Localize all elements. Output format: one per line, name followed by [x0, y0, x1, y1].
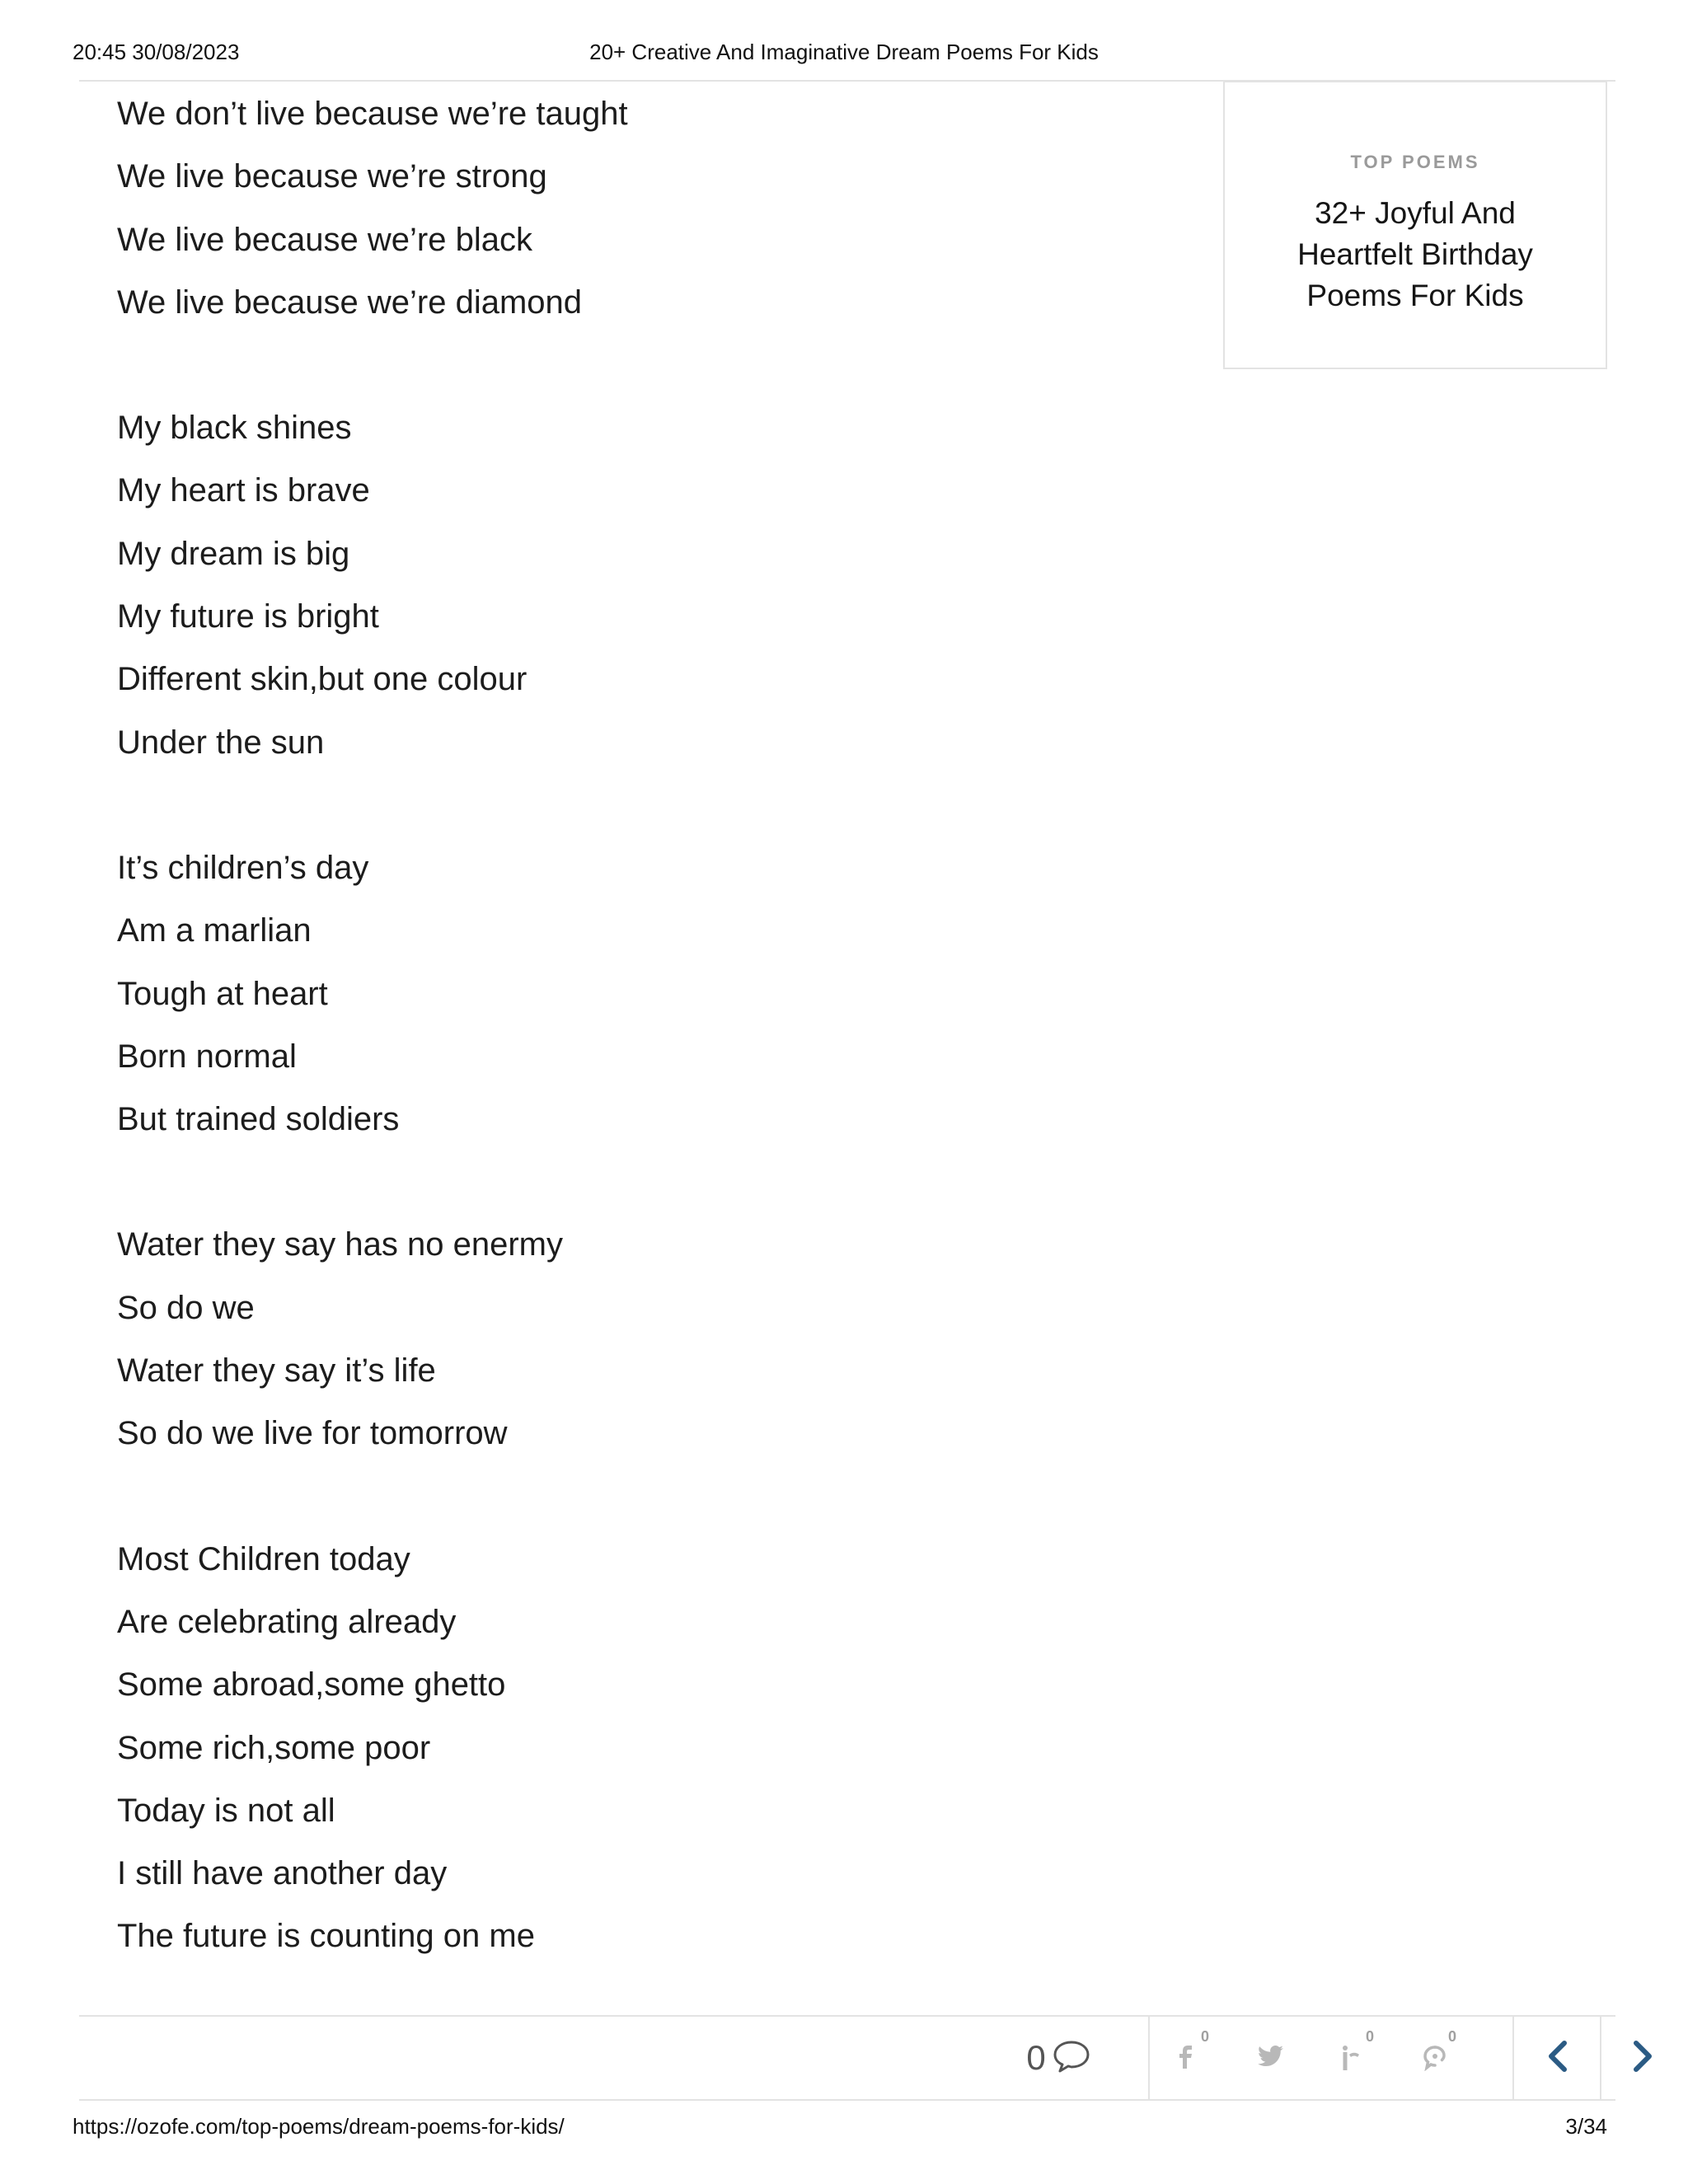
reddit-share-count: 0 [1448, 2028, 1457, 2045]
poem-line: Are celebrating already [117, 1603, 457, 1640]
poem-line: We don’t live because we’re taught [117, 96, 628, 132]
poem-line: Today is not all [117, 1792, 335, 1829]
poem-line: Tough at heart [117, 975, 328, 1012]
twitter-share-button[interactable] [1232, 2017, 1315, 2099]
print-timestamp: 20:45 30/08/2023 [73, 40, 240, 64]
poem-line: We live because we’re black [117, 221, 532, 258]
poem-line: Different skin,but one colour [117, 661, 528, 698]
poem-line: Some abroad,some ghetto [117, 1666, 506, 1704]
poem-line: We live because we’re diamond [117, 284, 583, 321]
poem-line: Water they say it’s life [117, 1352, 436, 1390]
share-buttons [1148, 2017, 1514, 2099]
poem-line: So do we [117, 1289, 255, 1326]
comment-icon [1053, 2039, 1090, 2078]
poem-line: Born normal [117, 1038, 297, 1075]
print-document-title: 20+ Creative And Imaginative Dream Poems For Kids [589, 40, 1099, 64]
poem-line: The future is counting on me [117, 1918, 535, 1955]
print-footer [73, 2114, 1607, 2142]
print-header [73, 40, 1615, 68]
facebook-share-count: 0 [1201, 2028, 1210, 2045]
next-page-button[interactable] [1601, 2017, 1685, 2099]
facebook-share-button[interactable] [1150, 2017, 1232, 2099]
top-poem-link[interactable]: 32+ Joyful And Heartfelt Birthday Poems For Kids [1297, 196, 1533, 312]
poem-stanza [117, 1528, 1189, 1968]
poem-line: My heart is brave [117, 472, 370, 509]
poem-line: We live because we’re strong [117, 158, 547, 195]
page-number: 3/34 [1565, 2114, 1607, 2139]
poem-line: But trained soldiers [117, 1101, 400, 1138]
poem-line: Under the sun [117, 724, 325, 761]
poem-stanza [117, 1213, 1189, 1465]
pinterest-share-button[interactable] [1315, 2017, 1397, 2099]
poem-line: My future is bright [117, 598, 379, 635]
poem-line: My dream is big [117, 535, 350, 572]
poem-stanza [117, 82, 1189, 334]
poem-line: I still have another day [117, 1855, 448, 1892]
poem-body [117, 82, 1189, 2031]
poem-stanza [117, 396, 1189, 774]
poem-line: So do we live for tomorrow [117, 1415, 508, 1452]
print-url: https://ozofe.com/top-poems/dream-poems-for-kids/ [73, 2114, 565, 2139]
pinterest-share-count: 0 [1366, 2028, 1375, 2045]
comment-count: 0 [1026, 2038, 1046, 2077]
poem-stanza [117, 837, 1189, 1151]
poem-line: It’s children’s day [117, 849, 369, 886]
top-poems-label: TOP POEMS [1350, 152, 1480, 172]
poem-line: Some rich,some poor [117, 1729, 431, 1766]
chevron-left-icon [1546, 2040, 1569, 2077]
poem-line: Am a marlian [117, 912, 312, 949]
poem-line: My black shines [117, 410, 352, 447]
previous-page-button[interactable] [1516, 2017, 1601, 2099]
poem-line: Most Children today [117, 1540, 410, 1577]
chevron-right-icon [1631, 2040, 1654, 2077]
reddit-share-button[interactable] [1397, 2017, 1479, 2099]
comments-button[interactable] [969, 2017, 1147, 2099]
top-poems-card [1223, 81, 1607, 369]
poem-line: Water they say has no enermy [117, 1226, 563, 1263]
share-bar [79, 2015, 1615, 2101]
